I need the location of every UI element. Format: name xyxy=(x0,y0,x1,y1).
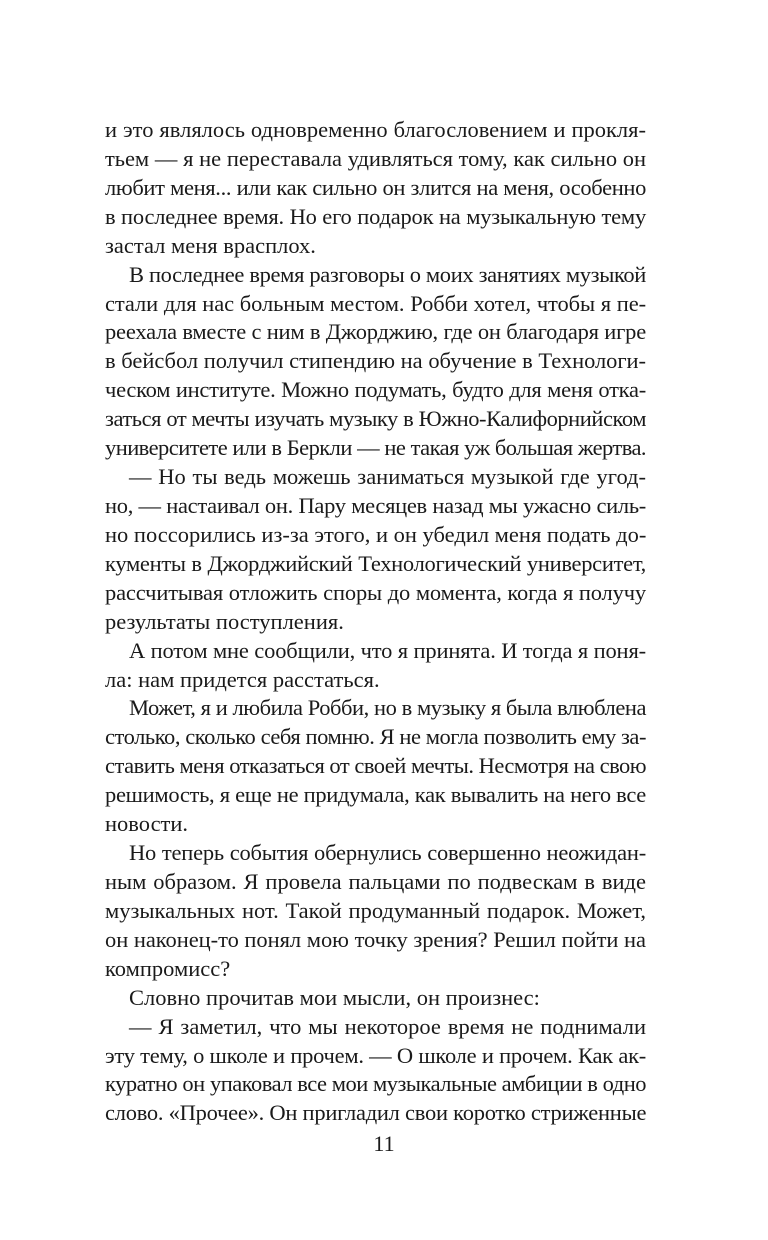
text-line: стали для нас больным местом. Робби хотел, чтобы я пе- xyxy=(105,290,646,316)
text-line: реехала вместе с ним в Джорджию, где он благодаря игре xyxy=(105,319,646,345)
text-line: кументы в Джорджийский Технологический университет, xyxy=(105,550,646,576)
text-line: ла: нам придется расстаться. xyxy=(105,666,380,692)
text-line: заться от мечты изучать музыку в Южно-Калифорнийском xyxy=(105,406,646,432)
text-line: в бейсбол получил стипендию на обучение в Технологи- xyxy=(105,348,646,374)
text-line: — Я заметил, что мы некоторое время не поднимали xyxy=(129,1013,646,1039)
text-line: эту тему, о школе и прочем. — О школе и прочем. Как ак- xyxy=(105,1042,646,1068)
text-line: ным образом. Я провела пальцами по подвескам в виде xyxy=(105,868,646,894)
text-line: компромисс? xyxy=(105,955,231,981)
page-number: 11 xyxy=(373,1131,395,1156)
text-line: он наконец-то понял мою точку зрения? Решил пойти на xyxy=(105,926,646,952)
text-line: Словно прочитав мои мысли, он произнес: xyxy=(129,984,540,1010)
text-line: решимость, я еще не придумала, как вывалить на него все xyxy=(105,782,646,808)
text-line: и это являлось одновременно благословением и прокля- xyxy=(105,117,646,142)
text-line: Но теперь события обернулись совершенно неожидан- xyxy=(129,840,646,866)
text-line: В последнее время разговоры о моих занятиях музыкой xyxy=(129,261,646,287)
text-line: А потом мне сообщили, что я принята. И тогда я поня- xyxy=(129,637,646,663)
text-line: в последнее время. Но его подарок на музыкальную тему xyxy=(105,203,646,229)
text-line: результаты поступления. xyxy=(105,608,344,634)
text-line: — Но ты ведь можешь заниматься музыкой где угод- xyxy=(129,464,646,490)
text-line: застал меня врасплох. xyxy=(105,232,316,258)
text-line: тьем — я не переставала удивляться тому, как сильно он xyxy=(105,145,646,171)
text-line: но поссорились из-за этого, и он убедил меня подать до- xyxy=(105,521,647,547)
text-line: университете или в Беркли — не такая уж большая жертва. xyxy=(105,435,646,461)
text-line: новости. xyxy=(105,811,189,837)
text-line: ставить меня отказаться от своей мечты. Несмотря на свою xyxy=(105,753,647,779)
text-line: рассчитывая отложить споры до момента, когда я получу xyxy=(105,579,646,605)
text-line: Может, я и любила Робби, но в музыку я была влюблена xyxy=(129,695,646,721)
text-line: музыкальных нот. Такой продуманный подарок. Может, xyxy=(105,897,646,923)
text-line: столько, сколько себя помню. Я не могла позволить ему за- xyxy=(105,724,646,750)
text-line: ческом институте. Можно подумать, будто для меня отка- xyxy=(105,377,646,403)
body-text xyxy=(105,116,646,1128)
text-line: но, — настаивал он. Пару месяцев назад мы ужасно силь- xyxy=(105,492,646,518)
text-line: любит меня... или как сильно он злится на меня, особенно xyxy=(105,174,646,200)
text-line: слово. «Прочее». Он пригладил свои коротко стриженные xyxy=(105,1100,647,1126)
text-line: куратно он упаковал все мои музыкальные амбиции в одно xyxy=(105,1071,646,1097)
